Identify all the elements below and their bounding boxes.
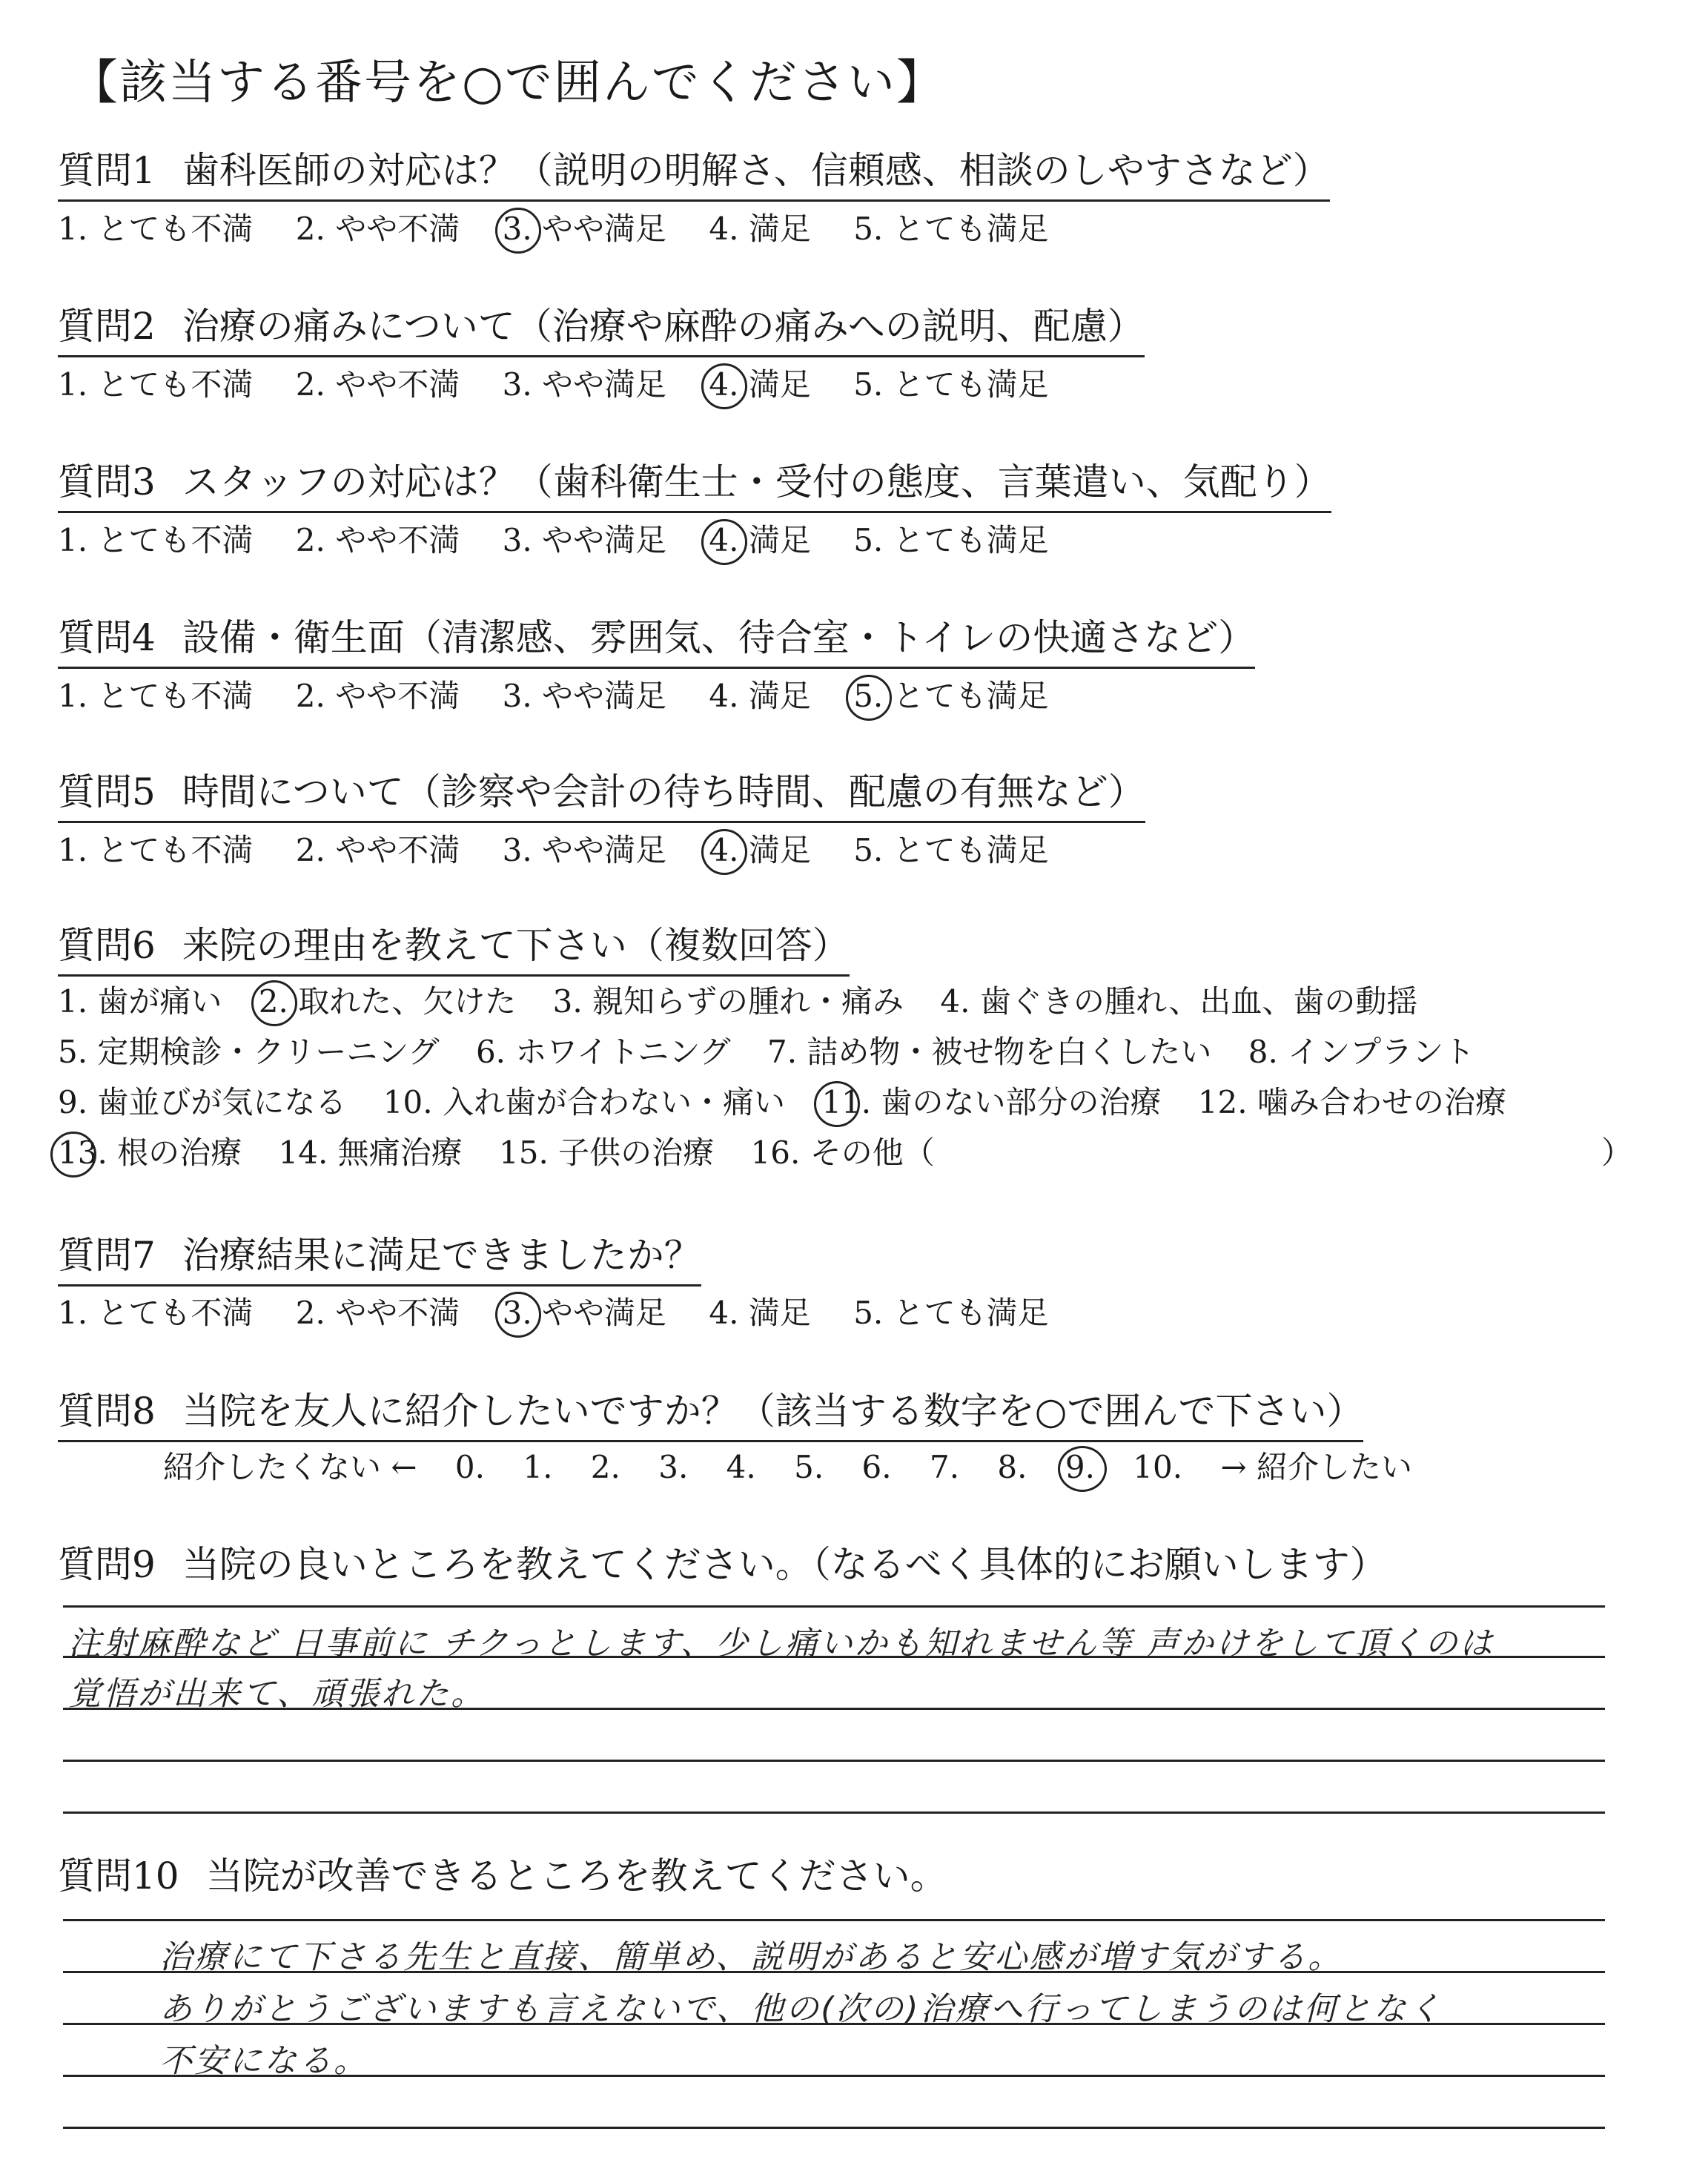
q2-option-5[interactable]: 5. とても満足 — [853, 366, 1049, 403]
q6-option-10[interactable]: 10. 入れ歯が合わない・痛い — [383, 1084, 785, 1120]
q9-handwritten-1: 注射麻酔など 日事前に チクっとします、少し痛いかも知れません等 声かけをして頂くのは — [68, 1625, 1494, 1662]
q8-scale — [163, 1449, 1440, 1485]
q5-option-2[interactable]: 2. やや不満 — [295, 832, 460, 868]
q8-option-6[interactable]: 6. — [861, 1449, 892, 1485]
q6-option-15[interactable]: 15. 子供の治療 — [499, 1135, 715, 1171]
q1-option-5[interactable]: 5. とても満足 — [853, 211, 1049, 247]
q3-options — [58, 522, 1082, 558]
q1-option-1[interactable]: 1. とても不満 — [58, 211, 254, 247]
q2-option-2[interactable]: 2. やや不満 — [295, 366, 460, 403]
q7-options — [58, 1295, 1082, 1331]
q10-title — [58, 1857, 947, 1905]
q2-text: 治療の痛みについて（治療や麻酔の痛みへの説明、配慮） — [182, 305, 1145, 348]
q2-options — [58, 366, 1082, 403]
q1-label: 質問1 — [58, 149, 156, 192]
q7-title — [58, 1234, 701, 1287]
q10-label: 質問10 — [58, 1855, 179, 1898]
page-title: 【該当する番号を○で囲んでください】 — [70, 56, 945, 110]
q9-answer-line-1 — [63, 1605, 1605, 1608]
q1-option-3[interactable]: 3. やや満足 — [502, 211, 667, 247]
q6-title — [58, 924, 850, 977]
q6-option-6[interactable]: 6. ホワイトニング — [475, 1034, 731, 1070]
q6-label: 質問6 — [58, 924, 156, 967]
q4-option-4[interactable]: 4. 満足 — [709, 678, 811, 714]
q1-option-4[interactable]: 4. 満足 — [709, 211, 811, 247]
q4-label: 質問4 — [58, 616, 156, 659]
q6-option-11[interactable]: 11. 歯のない部分の治療 — [821, 1084, 1162, 1120]
q9-answer-line-5 — [63, 1811, 1605, 1814]
q4-text: 設備・衛生面（清潔感、雰囲気、待合室・トイレの快適さなど） — [182, 616, 1256, 659]
q3-option-1[interactable]: 1. とても不満 — [58, 522, 254, 558]
q3-option-3[interactable]: 3. やや満足 — [502, 522, 667, 558]
q8-text: 当院を友人に紹介したいですか？（該当する数字を○で囲んで下さい） — [182, 1390, 1364, 1433]
q10-handwritten-2: ありがとうございますも言えないで、他の(次の)治療へ行ってしまうのは何となく — [159, 1990, 1443, 2028]
q4-option-5[interactable]: 5. とても満足 — [853, 678, 1049, 714]
q6-row-1 — [58, 983, 1444, 1020]
q5-option-4[interactable]: 4. 満足 — [709, 832, 811, 868]
q4-options — [58, 678, 1082, 714]
q8-option-10[interactable]: 10. — [1133, 1449, 1183, 1485]
q7-text: 治療結果に満足できましたか？ — [182, 1234, 701, 1277]
q6-option-13[interactable]: 13. 根の治療 — [58, 1135, 242, 1171]
q10-answer-line-1 — [63, 1919, 1605, 1921]
q2-title — [58, 305, 1145, 357]
q8-option-7[interactable]: 7. — [929, 1449, 960, 1485]
q2-option-4[interactable]: 4. 満足 — [709, 366, 811, 403]
q5-options — [58, 832, 1082, 868]
q7-label: 質問7 — [58, 1234, 156, 1277]
q6-option-3[interactable]: 3. 親知らずの腫れ・痛み — [552, 983, 904, 1020]
q1-text: 歯科医師の対応は？（説明の明解さ、信頼感、相談のしやすさなど） — [182, 149, 1330, 192]
q9-answer-line-4 — [63, 1760, 1605, 1762]
q6-text: 来院の理由を教えて下さい（複数回答） — [182, 924, 850, 967]
q6-option-2[interactable]: 2. 取れた、欠けた — [258, 983, 517, 1020]
q8-option-2[interactable]: 2. — [590, 1449, 620, 1485]
q6-row-4 — [58, 1137, 961, 1169]
q6-row-2 — [58, 1034, 1501, 1070]
q2-option-1[interactable]: 1. とても不満 — [58, 366, 254, 403]
q8-option-8[interactable]: 8. — [997, 1449, 1027, 1485]
q8-option-0[interactable]: 0. — [454, 1449, 485, 1485]
q8-option-1[interactable]: 1. — [523, 1449, 553, 1485]
q7-option-5[interactable]: 5. とても満足 — [853, 1295, 1049, 1331]
q5-label: 質問5 — [58, 770, 156, 813]
q10-handwritten-1: 治療にて下さる先生と直接、簡単め、説明があると安心感が増す気がする。 — [159, 1938, 1343, 1976]
q3-option-2[interactable]: 2. やや不満 — [295, 522, 460, 558]
q7-option-2[interactable]: 2. やや不満 — [295, 1295, 460, 1331]
q8-right-label: → 紹介したい — [1220, 1449, 1412, 1485]
q2-option-3[interactable]: 3. やや満足 — [502, 366, 667, 403]
q8-title — [58, 1390, 1364, 1442]
q9-text: 当院の良いところを教えてください。（なるべく具体的にお願いします） — [182, 1543, 1387, 1586]
q5-option-3[interactable]: 3. やや満足 — [502, 832, 667, 868]
q10-handwritten-3: 不安になる。 — [159, 2042, 368, 2080]
q5-option-5[interactable]: 5. とても満足 — [853, 832, 1049, 868]
q8-option-9[interactable]: 9. — [1065, 1449, 1095, 1485]
q3-option-5[interactable]: 5. とても満足 — [853, 522, 1049, 558]
q1-title — [58, 149, 1330, 202]
q6-option-12[interactable]: 12. 噛み合わせの治療 — [1197, 1084, 1506, 1120]
q9-handwritten-2: 覚悟が出来て、頑張れた。 — [68, 1675, 486, 1713]
q1-option-2[interactable]: 2. やや不満 — [295, 211, 460, 247]
q5-option-1[interactable]: 1. とても不満 — [58, 832, 254, 868]
q3-option-4[interactable]: 4. 満足 — [709, 522, 811, 558]
q6-option-5[interactable]: 5. 定期検診・クリーニング — [58, 1034, 440, 1070]
q6-option-7[interactable]: 7. 詰め物・被せ物を白くしたい — [767, 1034, 1212, 1070]
q6-option-1[interactable]: 1. 歯が痛い — [58, 983, 222, 1020]
q6-option-9[interactable]: 9. 歯並びが気になる — [58, 1084, 347, 1120]
q3-label: 質問3 — [58, 460, 156, 503]
q7-option-1[interactable]: 1. とても不満 — [58, 1295, 254, 1331]
q2-label: 質問2 — [58, 305, 156, 348]
q8-option-5[interactable]: 5. — [794, 1449, 824, 1485]
q9-label: 質問9 — [58, 1543, 156, 1586]
q6-option-16[interactable]: 16. その他（ — [750, 1135, 935, 1171]
q5-text: 時間について（診察や会計の待ち時間、配慮の有無など） — [182, 770, 1145, 813]
q6-option-8[interactable]: 8. インプラント — [1248, 1034, 1475, 1070]
q5-title — [58, 770, 1145, 823]
q9-title — [58, 1543, 1387, 1593]
q1-options — [58, 211, 1082, 247]
q8-option-4[interactable]: 4. — [726, 1449, 756, 1485]
q7-option-4[interactable]: 4. 満足 — [709, 1295, 811, 1331]
q4-option-1[interactable]: 1. とても不満 — [58, 678, 254, 714]
q8-option-3[interactable]: 3. — [658, 1449, 689, 1485]
q7-option-3[interactable]: 3. やや満足 — [502, 1295, 667, 1331]
q4-title — [58, 616, 1256, 669]
q6-option-4[interactable]: 4. 歯ぐきの腫れ、出血、歯の動揺 — [940, 983, 1418, 1020]
q4-option-3[interactable]: 3. やや満足 — [502, 678, 667, 714]
q6-row-3 — [58, 1084, 1533, 1120]
q8-left-label: 紹介したくない ← — [163, 1449, 417, 1485]
q6-option-14[interactable]: 14. 無痛治療 — [278, 1135, 463, 1171]
q8-label: 質問8 — [58, 1390, 156, 1433]
q10-answer-line-5 — [63, 2127, 1605, 2129]
q6-other-close: ） — [1601, 1135, 1633, 1171]
q3-text: スタッフの対応は？（歯科衛生士・受付の態度、言葉遣い、気配り） — [182, 460, 1331, 503]
q3-title — [58, 460, 1331, 513]
q4-option-2[interactable]: 2. やや不満 — [295, 678, 460, 714]
q10-text: 当院が改善できるところを教えてください。 — [205, 1855, 947, 1898]
